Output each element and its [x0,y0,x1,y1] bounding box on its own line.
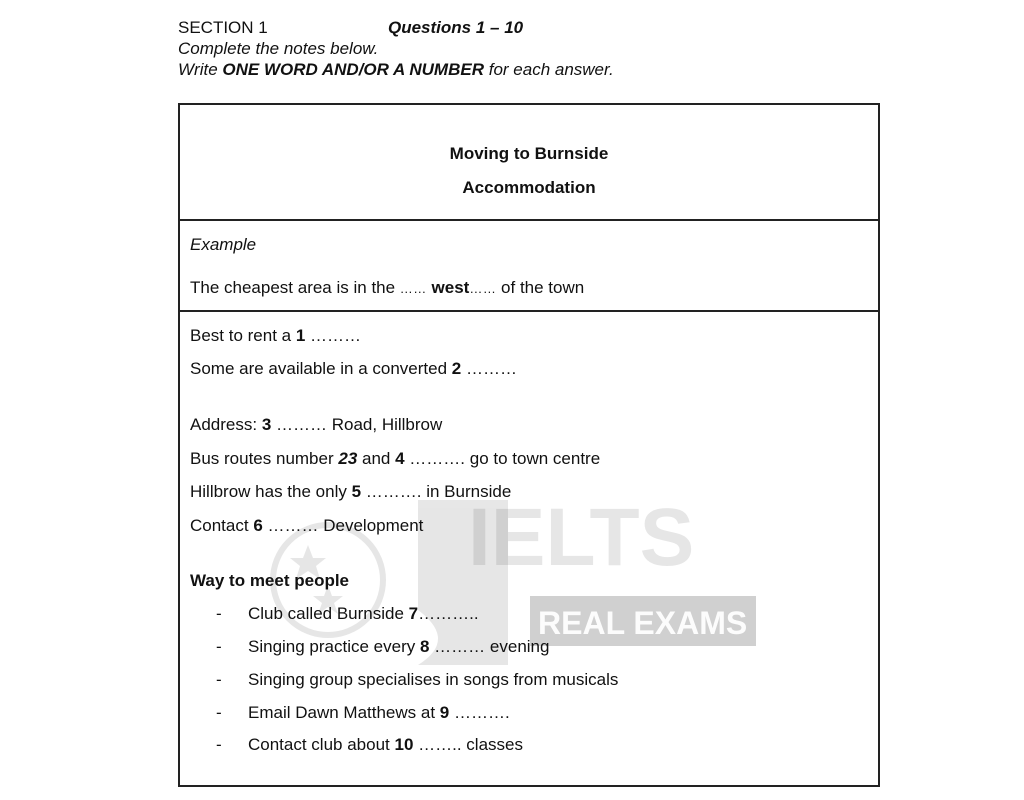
notes-subtitle: Accommodation [462,178,596,197]
watermark-brand: IELTS [468,492,695,583]
gap-number-10: 10 [394,735,414,754]
instruction-complete: Complete the notes below. [178,39,379,58]
answer-gap-6: ……… [262,516,319,535]
instruction-word-limit: Write ONE WORD AND/OR A NUMBER for each answer. [178,60,614,79]
example-area [180,221,878,312]
bus-route-number: 23 [338,449,358,468]
example-sentence: The cheapest area is in the …… west…… of the town [190,278,585,297]
note-line-6: Contact 6 ……… Development [190,516,424,535]
note-line-2: Some are available in a converted 2 ……… [190,359,517,378]
gap-number-3: 3 [261,415,272,434]
section-heading-meet-people: Way to meet people [190,571,350,590]
answer-gap-9: ………. [449,703,510,722]
gap-number-8: 8 [419,637,430,656]
answer-gap-4: ………. [404,449,466,468]
example-answer: west [431,278,470,297]
note-line-5: Hillbrow has the only 5 ………. in Burnside [190,482,512,501]
gap-number-9: 9 [439,703,450,722]
gap-number-1: 1 [295,326,306,345]
notes-title-area [180,105,878,221]
answer-gap-8: ……… [429,637,486,656]
bullet-dash: - [216,604,222,623]
gap-number-7: 7 [408,604,419,623]
watermark-tagline: REAL EXAMS [538,605,748,641]
notes-box: Moving to Burnside Accommodation Example The cheapest area is in the …… west…… of the town Best to rent a 1 ……… Some are available in a converted 2 ……… Address: 3 ……… Road, Hillbrow Bus routes number 23 and 4 ………. go to town centre Hillbrow has the only 5 ………. in Burnside Contact 6 ……… Development Way to meet people - Club called Burnside 7……….. - Singing practice every 8 ……… evening - Singing group specialises in songs from musicals - Email Dawn Matthews at 9 ………. - Contact club about 10 …….. classes [178,103,880,787]
section-label: SECTION 1 [178,18,268,37]
note-line-1: Best to rent a 1 ……… [190,326,362,345]
gap-number-4: 4 [395,449,405,468]
section-header [178,17,614,80]
note-line-3: Address: 3 ……… Road, Hillbrow [190,415,443,434]
answer-gap-5: ………. [361,482,422,501]
answer-gap-2: ……… [461,359,517,378]
notes-title: Moving to Burnside [449,144,609,163]
gap-number-2: 2 [451,359,462,378]
bullet-dash: - [216,637,222,656]
bullet-dash: - [216,703,222,722]
questions-range: Questions 1 – 10 [388,18,524,37]
bullet-dash: - [216,670,222,689]
answer-gap-10: …….. [413,735,462,754]
answer-gap-7: ……….. [418,604,479,623]
gap-number-6: 6 [253,516,263,535]
answer-gap-1: ……… [305,326,362,345]
gap-number-5: 5 [351,482,362,501]
note-line-4: Bus routes number 23 and 4 ………. go to town centre [190,449,601,468]
example-label: Example [190,235,257,254]
bullet-dash: - [216,735,222,754]
answer-gap-3: ……… [271,415,328,434]
